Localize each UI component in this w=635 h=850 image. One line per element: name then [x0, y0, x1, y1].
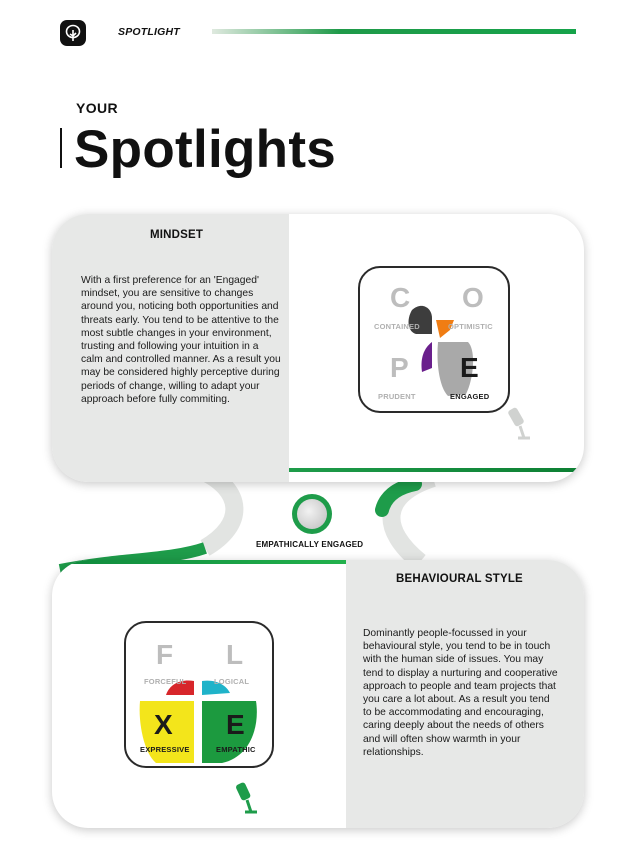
- brand-logo: [60, 20, 86, 46]
- label-contained: CONTAINED: [374, 322, 420, 331]
- title-bar: [60, 128, 62, 168]
- label-forceful: FORCEFUL: [144, 677, 187, 686]
- label-prudent: PRUDENT: [378, 392, 416, 401]
- label-engaged: ENGAGED: [450, 392, 490, 401]
- connector-label: EMPATHICALLY ENGAGED: [256, 540, 364, 549]
- behaviour-paragraph: Dominantly people-focussed in your behavioural style, you tend to be in touch with the human side of issues. You may tend to display a nurturing and cooperative approach to people and team projects that you care a lot about. As a result you tend to be accommodating and encouraging, caring deeply about the needs of others and will often show warmth in your relationships.: [363, 628, 558, 758]
- spotlight-icon: [506, 404, 532, 440]
- letter-e-empathic: E: [226, 709, 245, 740]
- letter-o: O: [462, 282, 484, 313]
- page-title: Spotlights: [74, 120, 337, 179]
- letter-x: X: [154, 709, 173, 740]
- label-logical: LOGICAL: [214, 677, 250, 686]
- header-title: SPOTLIGHT: [118, 26, 180, 38]
- mindset-shapes: [360, 268, 508, 411]
- label-expressive: EXPRESSIVE: [140, 745, 190, 754]
- behaviour-grid-tile: [124, 621, 274, 768]
- tree-icon: [64, 24, 82, 42]
- mindset-grid-tile: [358, 266, 510, 413]
- prudent-shape: [421, 342, 432, 372]
- connector-badge: [292, 494, 332, 534]
- label-optimistic: OPTIMISTIC: [448, 322, 493, 331]
- label-empathic: EMPATHIC: [216, 745, 256, 754]
- letter-c: C: [390, 282, 411, 313]
- behaviour-accent-line: [64, 560, 346, 564]
- badge-core: [297, 499, 327, 529]
- spotlight-icon-green: [233, 781, 259, 815]
- header-rule: [212, 29, 576, 34]
- mindset-accent-line: [289, 468, 584, 472]
- letter-p: P: [390, 352, 409, 383]
- behaviour-heading: BEHAVIOURAL STYLE: [396, 573, 523, 585]
- mindset-paragraph: With a first preference for an 'Engaged' mindset, you are sensitive to changes around you, noticing both opportunities and threats early. You tend to be attentive to the most subtle changes in your environment, trusting and following your intuition in a calm and controlled manner. As a result you may be considered highly perceptive during periods of change, willing to adapt your approach before fully commiting.: [81, 275, 281, 405]
- page-eyebrow: YOUR: [76, 100, 119, 116]
- letter-e: E: [460, 352, 479, 383]
- letter-f: F: [156, 639, 174, 670]
- letter-l: L: [226, 639, 244, 670]
- mindset-heading: MINDSET: [150, 229, 204, 241]
